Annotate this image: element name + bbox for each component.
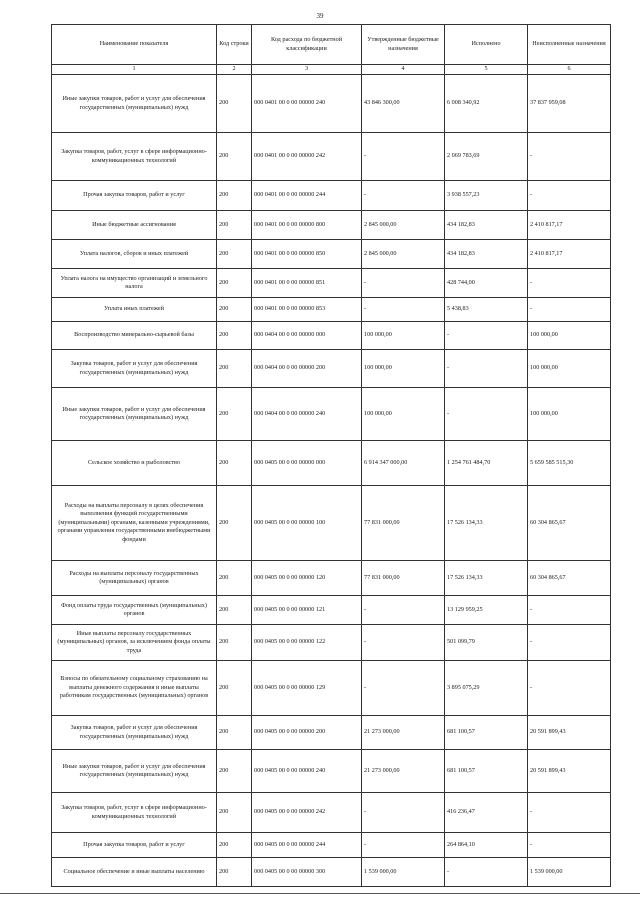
approved-amount-cell: 100 000,00 <box>362 350 445 388</box>
table-row <box>52 211 611 240</box>
expense-code-cell: 000 0401 00 0 00 00000 850 <box>252 240 362 269</box>
executed-amount-cell: 428 744,00 <box>445 269 528 298</box>
unexecuted-amount-cell: - <box>528 661 611 716</box>
indicator-name-cell: Воспроизводство минерально-сырьевой базы <box>52 322 217 350</box>
unexecuted-amount-cell: - <box>528 181 611 211</box>
column-number: 1 <box>52 65 217 75</box>
expense-code-cell: 000 0401 00 0 00 00000 244 <box>252 181 362 211</box>
expense-code-cell: 000 0404 00 0 00 00000 240 <box>252 388 362 441</box>
indicator-name-cell: Иные закупки товаров, работ и услуг для обеспечения государственных (муниципальных) нужд <box>52 750 217 793</box>
budget-execution-table <box>51 24 611 887</box>
executed-amount-cell: - <box>445 858 528 887</box>
executed-amount-cell: 17 526 134,33 <box>445 561 528 596</box>
footer-rule <box>0 893 640 894</box>
expense-code-cell: 000 0405 00 0 00 00000 121 <box>252 596 362 625</box>
approved-amount-cell: - <box>362 269 445 298</box>
executed-amount-cell: 6 008 340,92 <box>445 75 528 133</box>
executed-amount-cell: 13 129 959,25 <box>445 596 528 625</box>
table-row <box>52 240 611 269</box>
indicator-name-cell: Социальное обеспечение и иные выплаты населению <box>52 858 217 887</box>
executed-amount-cell: - <box>445 322 528 350</box>
column-number: 4 <box>362 65 445 75</box>
indicator-name-cell: Закупка товаров, работ и услуг для обеспечения государственных (муниципальных) нужд <box>52 716 217 750</box>
indicator-name-cell: Уплата иных платежей <box>52 298 217 322</box>
approved-amount-cell: - <box>362 833 445 858</box>
line-code-cell: 200 <box>217 133 252 181</box>
line-code-cell: 200 <box>217 625 252 661</box>
table-row <box>52 322 611 350</box>
approved-amount-cell: 21 273 000,00 <box>362 750 445 793</box>
expense-code-cell: 000 0401 00 0 00 00000 240 <box>252 75 362 133</box>
approved-amount-cell: 100 000,00 <box>362 388 445 441</box>
expense-code-cell: 000 0405 00 0 00 00000 242 <box>252 793 362 833</box>
expense-code-cell: 000 0405 00 0 00 00000 129 <box>252 661 362 716</box>
unexecuted-amount-cell: 2 410 817,17 <box>528 240 611 269</box>
line-code-cell: 200 <box>217 350 252 388</box>
unexecuted-amount-cell: 60 304 865,67 <box>528 486 611 561</box>
line-code-cell: 200 <box>217 181 252 211</box>
column-number: 6 <box>528 65 611 75</box>
line-code-cell: 200 <box>217 211 252 240</box>
line-code-cell: 200 <box>217 858 252 887</box>
unexecuted-amount-cell: 20 591 899,43 <box>528 716 611 750</box>
line-code-cell: 200 <box>217 750 252 793</box>
header-executed: Исполнено <box>445 25 528 65</box>
line-code-cell: 200 <box>217 441 252 486</box>
table-row <box>52 388 611 441</box>
table-row <box>52 661 611 716</box>
indicator-name-cell: Закупка товаров, работ, услуг в сфере информационно-коммуникационных технологий <box>52 793 217 833</box>
indicator-name-cell: Сельское хозяйство и рыболовство <box>52 441 217 486</box>
unexecuted-amount-cell: 100 000,00 <box>528 322 611 350</box>
executed-amount-cell: 3 895 075,29 <box>445 661 528 716</box>
unexecuted-amount-cell: - <box>528 269 611 298</box>
approved-amount-cell: - <box>362 596 445 625</box>
expense-code-cell: 000 0401 00 0 00 00000 800 <box>252 211 362 240</box>
indicator-name-cell: Взносы по обязательному социальному страхованию на выплаты денежного содержания и иные выплаты работникам государственных (муниципальных) органов <box>52 661 217 716</box>
approved-amount-cell: 2 845 000,00 <box>362 240 445 269</box>
column-number: 2 <box>217 65 252 75</box>
expense-code-cell: 000 0401 00 0 00 00000 853 <box>252 298 362 322</box>
column-number: 3 <box>252 65 362 75</box>
approved-amount-cell: 100 000,00 <box>362 322 445 350</box>
approved-amount-cell: 77 831 000,00 <box>362 561 445 596</box>
line-code-cell: 200 <box>217 298 252 322</box>
header-expense-code: Код расхода по бюджетной классификации <box>252 25 362 65</box>
expense-code-cell: 000 0405 00 0 00 00000 300 <box>252 858 362 887</box>
table-row <box>52 350 611 388</box>
unexecuted-amount-cell: - <box>528 833 611 858</box>
table-row <box>52 793 611 833</box>
line-code-cell: 200 <box>217 661 252 716</box>
line-code-cell: 200 <box>217 561 252 596</box>
unexecuted-amount-cell: 100 000,00 <box>528 388 611 441</box>
approved-amount-cell: - <box>362 181 445 211</box>
indicator-name-cell: Иные закупки товаров, работ и услуг для обеспечения государственных (муниципальных) нужд <box>52 388 217 441</box>
unexecuted-amount-cell: - <box>528 133 611 181</box>
expense-code-cell: 000 0405 00 0 00 00000 244 <box>252 833 362 858</box>
header-approved: Утвержденные бюджетные назначения <box>362 25 445 65</box>
unexecuted-amount-cell: 60 304 865,67 <box>528 561 611 596</box>
approved-amount-cell: - <box>362 298 445 322</box>
approved-amount-cell: - <box>362 793 445 833</box>
indicator-name-cell: Прочая закупка товаров, работ и услуг <box>52 181 217 211</box>
unexecuted-amount-cell: 1 539 000,00 <box>528 858 611 887</box>
indicator-name-cell: Фонд оплаты труда государственных (муниципальных) органов <box>52 596 217 625</box>
expense-code-cell: 000 0405 00 0 00 00000 200 <box>252 716 362 750</box>
executed-amount-cell: 501 099,79 <box>445 625 528 661</box>
line-code-cell: 200 <box>217 486 252 561</box>
table-row <box>52 716 611 750</box>
unexecuted-amount-cell: 20 591 899,43 <box>528 750 611 793</box>
table-row <box>52 750 611 793</box>
executed-amount-cell: 2 069 783,69 <box>445 133 528 181</box>
executed-amount-cell: - <box>445 350 528 388</box>
executed-amount-cell: 17 526 134,33 <box>445 486 528 561</box>
table-row <box>52 75 611 133</box>
expense-code-cell: 000 0404 00 0 00 00000 200 <box>252 350 362 388</box>
table-row <box>52 133 611 181</box>
indicator-name-cell: Прочая закупка товаров, работ и услуг <box>52 833 217 858</box>
line-code-cell: 200 <box>217 269 252 298</box>
indicator-name-cell: Расходы на выплаты персоналу в целях обеспечения выполнения функций государственными (муниципальными) органами, казенными учреждениями, органами управления государственными внебюджетными фондами <box>52 486 217 561</box>
line-code-cell: 200 <box>217 322 252 350</box>
unexecuted-amount-cell: 37 837 959,08 <box>528 75 611 133</box>
line-code-cell: 200 <box>217 793 252 833</box>
executed-amount-cell: 3 938 557,23 <box>445 181 528 211</box>
table-row <box>52 269 611 298</box>
column-number-row <box>52 65 611 75</box>
executed-amount-cell: 681 100,57 <box>445 750 528 793</box>
approved-amount-cell: 2 845 000,00 <box>362 211 445 240</box>
indicator-name-cell: Иные выплаты персоналу государственных (муниципальных) органов, за исключением фонда оплаты труда <box>52 625 217 661</box>
line-code-cell: 200 <box>217 388 252 441</box>
executed-amount-cell: 5 438,83 <box>445 298 528 322</box>
indicator-name-cell: Уплата налога на имущество организаций и земельного налога <box>52 269 217 298</box>
line-code-cell: 200 <box>217 240 252 269</box>
table-row <box>52 561 611 596</box>
table-row <box>52 833 611 858</box>
expense-code-cell: 000 0405 00 0 00 00000 240 <box>252 750 362 793</box>
line-code-cell: 200 <box>217 596 252 625</box>
executed-amount-cell: 434 182,83 <box>445 240 528 269</box>
table-header-row <box>52 25 611 65</box>
header-line-code: Код строки <box>217 25 252 65</box>
executed-amount-cell: 434 182,83 <box>445 211 528 240</box>
executed-amount-cell: 681 100,57 <box>445 716 528 750</box>
approved-amount-cell: 21 273 000,00 <box>362 716 445 750</box>
expense-code-cell: 000 0401 00 0 00 00000 851 <box>252 269 362 298</box>
unexecuted-amount-cell: 5 659 585 515,30 <box>528 441 611 486</box>
approved-amount-cell: 6 914 347 000,00 <box>362 441 445 486</box>
unexecuted-amount-cell: - <box>528 298 611 322</box>
expense-code-cell: 000 0404 00 0 00 00000 000 <box>252 322 362 350</box>
approved-amount-cell: 77 831 000,00 <box>362 486 445 561</box>
table-row <box>52 181 611 211</box>
table-row <box>52 858 611 887</box>
expense-code-cell: 000 0405 00 0 00 00000 122 <box>252 625 362 661</box>
indicator-name-cell: Иные бюджетные ассигнования <box>52 211 217 240</box>
executed-amount-cell: - <box>445 388 528 441</box>
indicator-name-cell: Закупка товаров, работ, услуг в сфере информационно-коммуникационных технологий <box>52 133 217 181</box>
unexecuted-amount-cell: 100 000,00 <box>528 350 611 388</box>
page-number: 39 <box>316 12 324 20</box>
approved-amount-cell: 43 846 300,00 <box>362 75 445 133</box>
executed-amount-cell: 416 236,47 <box>445 793 528 833</box>
table-row <box>52 441 611 486</box>
approved-amount-cell: 1 539 000,00 <box>362 858 445 887</box>
indicator-name-cell: Закупка товаров, работ и услуг для обеспечения государственных (муниципальных) нужд <box>52 350 217 388</box>
line-code-cell: 200 <box>217 833 252 858</box>
expense-code-cell: 000 0401 00 0 00 00000 242 <box>252 133 362 181</box>
expense-code-cell: 000 0405 00 0 00 00000 120 <box>252 561 362 596</box>
header-unexecuted: Неисполненные назначения <box>528 25 611 65</box>
expense-code-cell: 000 0405 00 0 00 00000 000 <box>252 441 362 486</box>
approved-amount-cell: - <box>362 133 445 181</box>
unexecuted-amount-cell: - <box>528 625 611 661</box>
header-indicator-name: Наименование показателя <box>52 25 217 65</box>
table-row <box>52 486 611 561</box>
unexecuted-amount-cell: - <box>528 596 611 625</box>
line-code-cell: 200 <box>217 75 252 133</box>
table-row <box>52 596 611 625</box>
unexecuted-amount-cell: 2 410 817,17 <box>528 211 611 240</box>
executed-amount-cell: 1 254 761 484,70 <box>445 441 528 486</box>
table-row <box>52 298 611 322</box>
column-number: 5 <box>445 65 528 75</box>
indicator-name-cell: Иные закупки товаров, работ и услуг для обеспечения государственных (муниципальных) нужд <box>52 75 217 133</box>
executed-amount-cell: 264 864,10 <box>445 833 528 858</box>
table-row <box>52 625 611 661</box>
indicator-name-cell: Уплата налогов, сборов и иных платежей <box>52 240 217 269</box>
line-code-cell: 200 <box>217 716 252 750</box>
approved-amount-cell: - <box>362 661 445 716</box>
indicator-name-cell: Расходы на выплаты персоналу государственных (муниципальных) органов <box>52 561 217 596</box>
unexecuted-amount-cell: - <box>528 793 611 833</box>
approved-amount-cell: - <box>362 625 445 661</box>
expense-code-cell: 000 0405 00 0 00 00000 100 <box>252 486 362 561</box>
